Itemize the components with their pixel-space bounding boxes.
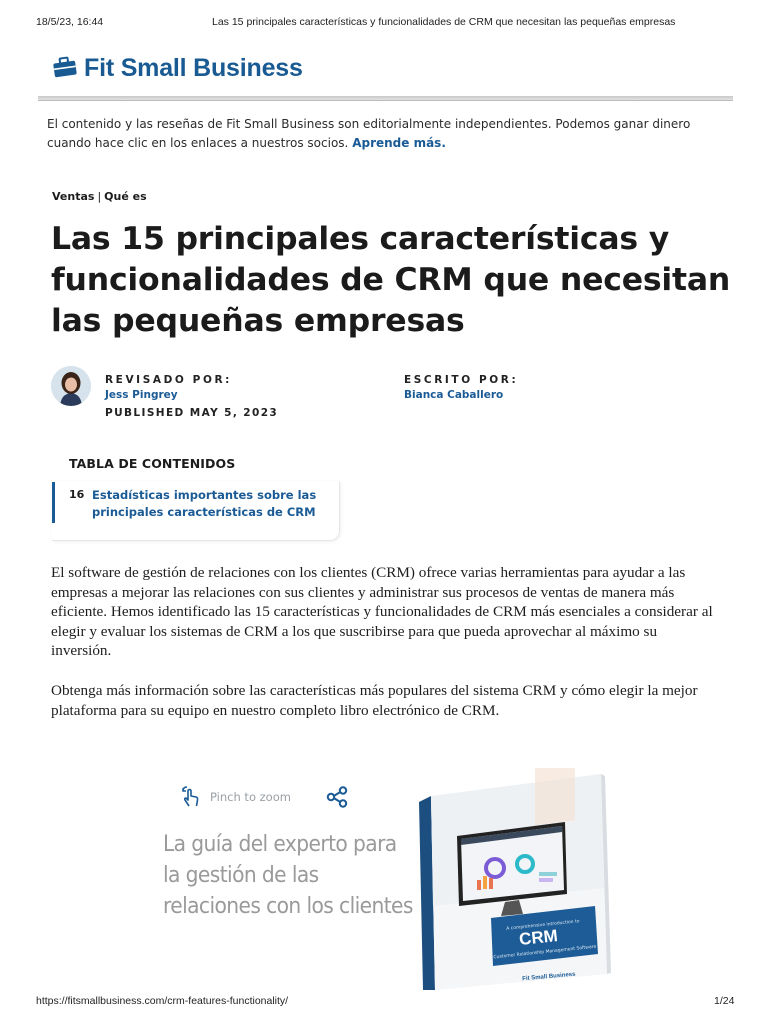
print-header [0, 16, 768, 30]
reviewed-by-label: REVISADO POR: [105, 374, 232, 386]
site-logo[interactable] [52, 52, 303, 84]
print-doc-title: Las 15 principales características y funcionalidades de CRM que necesitan las pequeñas empresas [212, 16, 676, 28]
ebook-guide-heading: La guía del experto para la gestión de las relaciones con los clientes [163, 831, 413, 919]
toc-active-indicator [52, 482, 55, 523]
crm-ebook-cover[interactable] [415, 768, 615, 990]
reviewer-photo [51, 366, 91, 406]
reviewer-link[interactable]: Jess Pingrey [105, 389, 178, 401]
breadcrumb-type[interactable]: Qué es [104, 190, 147, 203]
header-divider [38, 96, 733, 101]
print-date: 18/5/23, 16:44 [36, 16, 104, 28]
cover-subtitle: Customer Relationship Management Software [493, 944, 597, 961]
breadcrumb-category[interactable]: Ventas [52, 190, 95, 203]
breadcrumb-separator: | [97, 190, 102, 203]
cover-title: CRM [518, 926, 559, 950]
cover-kicker: A comprehensive introduction to [506, 919, 580, 932]
pinch-zoom-icon [180, 786, 202, 808]
cover-brand: Fit Small Business [522, 971, 576, 983]
share-icon[interactable] [325, 785, 349, 809]
author-link[interactable]: Bianca Caballero [404, 389, 504, 401]
editorial-disclaimer [47, 115, 727, 153]
disclaimer-text: El contenido y las reseñas de Fit Small Business son editorialmente independientes. Podemos ganar dinero cuando hace clic en los enlaces a nuestros socios. [47, 117, 691, 150]
article-title: Las 15 principales características y funcionalidades de CRM que necesitan las pequeñas empresas [51, 221, 731, 339]
toc-item-number: 16 [69, 488, 85, 501]
toc-heading: TABLA DE CONTENIDOS [69, 456, 236, 471]
site-logo-text: Fit Small Business [84, 53, 303, 82]
written-by-label: ESCRITO POR: [404, 374, 519, 386]
learn-more-link[interactable]: Aprende más. [352, 136, 446, 150]
pinch-to-zoom-label: Pinch to zoom [210, 790, 291, 804]
published-date: PUBLISHED MAY 5, 2023 [105, 407, 279, 419]
print-page-number: 1/24 [714, 995, 735, 1007]
briefcase-icon [52, 56, 78, 78]
reviewer-avatar [51, 366, 91, 406]
breadcrumb [52, 190, 147, 203]
intro-paragraph: El software de gestión de relaciones con los clientes (CRM) ofrece varias herramientas para ayudar a las empresas a mejorar las relaciones con sus clientes y administrar sus procesos de ventas de manera más eficiente. Hemos identificado las 15 características y funcionalidades de CRM más esenciales a considerar al elegir y evaluar los sistemas de CRM a los que suscribirse para que pueda aprovechar al máximo su inversión. [51, 564, 713, 659]
print-url: https://fitsmallbusiness.com/crm-features-functionality/ [36, 995, 289, 1007]
ebook-paragraph: Obtenga más información sobre las características más populares del sistema CRM y cómo elegir la mejor plataforma para su equipo en nuestro completo libro electrónico de CRM. [51, 682, 698, 719]
toc-item-link[interactable]: Estadísticas importantes sobre las principales características de CRM [92, 488, 317, 519]
pinch-to-zoom[interactable] [180, 786, 291, 808]
